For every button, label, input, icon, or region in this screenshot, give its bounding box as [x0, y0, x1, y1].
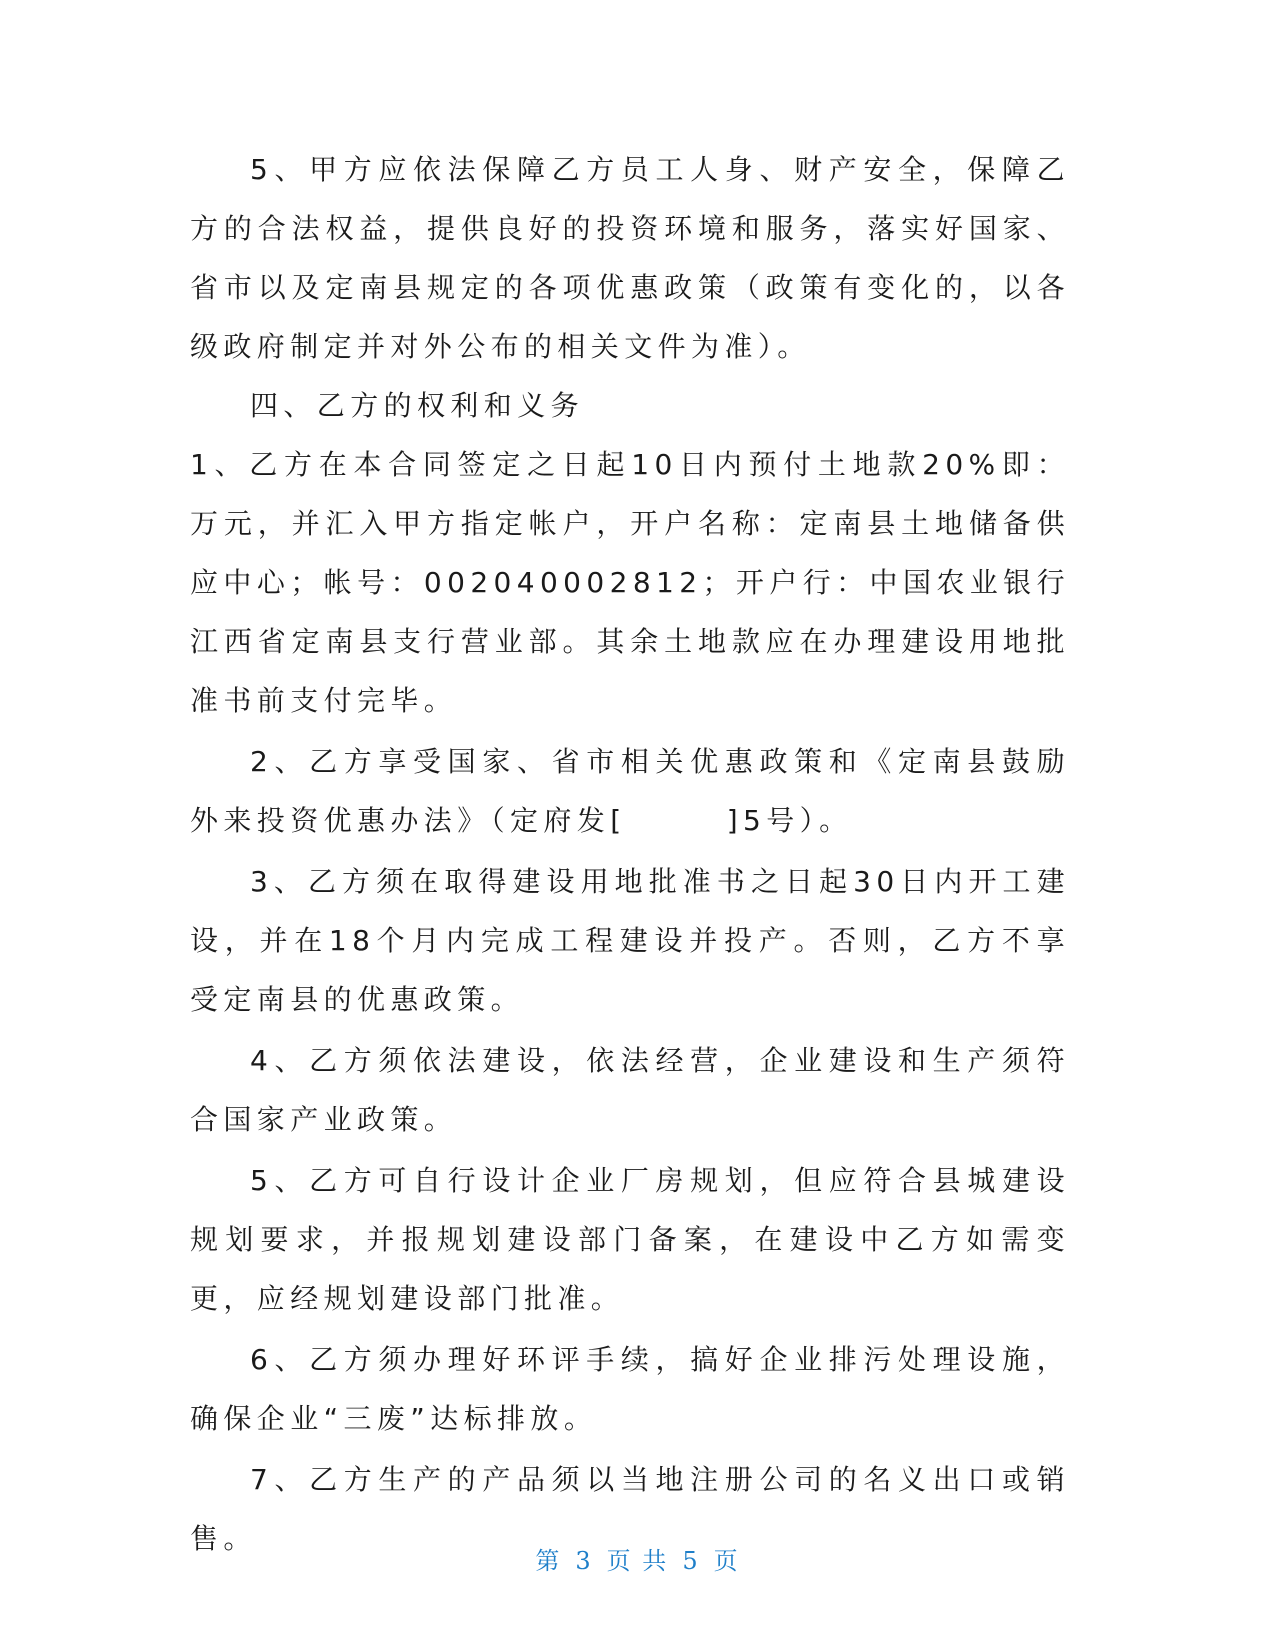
- footer-total-pages: 5: [682, 1547, 700, 1575]
- footer-middle: 页 共: [606, 1547, 669, 1575]
- paragraph-party-b-item-1: 1、乙方在本合同签定之日起10日内预付土地款20%即：万元，并汇入甲方指定帐户，开户名称：定南县土地储备供应中心；帐号：002040002812；开户行：中国农业银行江西省定南县支行营业部。其余土地款应在办理建设用地批准书前支付完毕。: [190, 448, 1070, 717]
- paragraph-party-b-item-2: 2、乙方享受国家、省市相关优惠政策和《定南县鼓励外来投资优惠办法》（定府发[ ]5号）。: [190, 745, 1070, 837]
- page-number-footer: [0, 1541, 1275, 1576]
- section-heading-party-b-rights: 四、乙方的权利和义务: [250, 389, 585, 422]
- footer-suffix: 页: [713, 1547, 740, 1575]
- paragraph-party-b-item-6: 6、乙方须办理好环评手续，搞好企业排污处理设施，确保企业“三废”达标排放。: [190, 1343, 1070, 1435]
- paragraph-party-b-item-3: 3、乙方须在取得建设用地批准书之日起30日内开工建设，并在18个月内完成工程建设并投产。否则，乙方不享受定南县的优惠政策。: [190, 865, 1070, 1016]
- document-body: [190, 140, 1070, 1568]
- footer-current-page: 3: [575, 1547, 593, 1575]
- footer-prefix: 第: [535, 1547, 562, 1575]
- paragraph-party-b-item-5: 5、乙方可自行设计企业厂房规划，但应符合县城建设规划要求，并报规划建设部门备案，在建设中乙方如需变更，应经规划建设部门批准。: [190, 1164, 1070, 1315]
- paragraph-party-b-item-4: 4、乙方须依法建设，依法经营，企业建设和生产须符合国家产业政策。: [190, 1044, 1070, 1136]
- paragraph-party-b-item-7: 7、乙方生产的产品须以当地注册公司的名义出口或销售。: [190, 1463, 1070, 1555]
- paragraph-party-a-obligation-5: 5、甲方应依法保障乙方员工人身、财产安全，保障乙方的合法权益，提供良好的投资环境和服务，落实好国家、省市以及定南县规定的各项优惠政策（政策有变化的，以各级政府制定并对外公布的相关文件为准）。: [190, 153, 1070, 363]
